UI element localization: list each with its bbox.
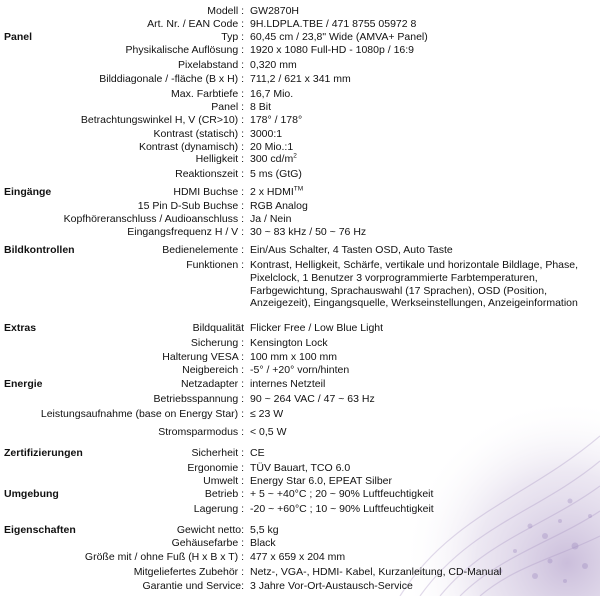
spec-label: Helligkeit : — [195, 153, 244, 165]
spec-value-text: Kensington Lock — [250, 337, 328, 349]
spec-value-text: GW2870H — [250, 5, 300, 17]
spec-value-text: 0,320 mm — [250, 59, 297, 71]
spec-value — [250, 462, 350, 475]
spec-value — [250, 5, 299, 18]
spec-value-text: 60,45 cm / 23,8" Wide (AMVA+ Panel) — [250, 31, 428, 43]
spec-value-text: 20 Mio.:1 — [250, 141, 294, 153]
spec-value-text: 2 x HDMI — [250, 186, 294, 198]
spec-label: Gewicht netto: — [176, 524, 244, 536]
spec-value-text: ≤ 23 W — [250, 408, 284, 420]
spec-label: Betrachtungswinkel H, V (CR>10) : — [80, 114, 244, 126]
section-heading: Eigenschaften — [4, 524, 76, 536]
spec-value — [250, 426, 286, 439]
spec-label: Netzadapter : — [180, 378, 244, 390]
spec-label: Panel : — [211, 101, 244, 113]
spec-value — [250, 200, 308, 213]
spec-value-text: + 5 ~ +40°C ; 20 ~ 90% Luftfeuchtigkeit — [250, 488, 434, 500]
spec-value — [250, 551, 345, 564]
spec-value-text: Anzeigezeit), Eingangsquelle, Werkseinstellungen, Anzeigeinformation — [250, 297, 578, 309]
spec-label: Garantie und Service: — [142, 580, 244, 592]
spec-value-text: 5 ms (GtG) — [250, 168, 302, 180]
spec-value-text: Pixelclock, 1 Benutzer 3 vorprogrammierte Farbtemperaturen, — [250, 272, 538, 284]
spec-value-text: 711,2 / 621 x 341 mm — [250, 73, 351, 85]
section-heading: Zertifizierungen — [4, 447, 83, 459]
spec-value-text: 16,7 Mio. — [250, 88, 294, 100]
spec-label: Reaktionszeit : — [175, 168, 244, 180]
spec-label: Ergonomie : — [187, 462, 244, 474]
spec-label: Mitgeliefertes Zubehör : — [133, 566, 244, 578]
spec-value-text: 3000:1 — [250, 128, 283, 140]
spec-label: Betrieb : — [204, 488, 244, 500]
spec-value — [250, 447, 265, 460]
spec-value-text: 8 Bit — [250, 101, 272, 113]
spec-value — [250, 44, 414, 57]
spec-label: HDMI Buchse : — [173, 186, 244, 198]
spec-label: Gehäusefarbe : — [171, 537, 244, 549]
spec-label: Stromsparmodus : — [158, 426, 244, 438]
spec-label: Umwelt : — [203, 475, 244, 487]
spec-value — [250, 73, 351, 86]
section-heading: Bildkontrollen — [4, 244, 75, 256]
spec-value-text: 300 cd/m — [250, 153, 294, 165]
spec-value — [250, 31, 428, 44]
section-heading: Extras — [4, 322, 37, 334]
spec-label: Größe mit / ohne Fuß (H x B x T) : — [84, 551, 244, 563]
spec-value-text: Farbgewichtung, Sprachauswahl (17 Sprachen), OSD (Position, — [250, 285, 548, 297]
spec-value — [250, 168, 302, 181]
spec-value-text: 90 ~ 264 VAC / 47 ~ 63 Hz — [250, 393, 375, 405]
spec-value — [250, 408, 283, 421]
spec-label: Bedienelemente : — [162, 244, 244, 256]
spec-label: Betriebsspannung : — [153, 393, 244, 405]
spec-value-text: Ein/Aus Schalter, 4 Tasten OSD, Auto Taste — [250, 244, 453, 256]
spec-label: Bildqualität — [192, 322, 244, 334]
spec-value — [250, 566, 502, 579]
spec-value — [250, 580, 413, 593]
spec-label: Art. Nr. / EAN Code : — [147, 18, 244, 30]
spec-label: Kopfhöreranschluss / Audioanschluss : — [63, 213, 244, 225]
spec-value-text: RGB Analog — [250, 200, 308, 212]
spec-value — [250, 59, 297, 72]
spec-value-text: Black — [250, 537, 276, 549]
spec-value — [250, 475, 392, 488]
spec-label: Neigbereich : — [182, 364, 244, 376]
spec-value — [250, 186, 303, 199]
spec-value-text: -20 ~ +60°C ; 10 ~ 90% Luftfeuchtigkeit — [250, 503, 434, 515]
spec-label: Leistungsaufnahme (base on Energy Star) : — [40, 408, 244, 420]
spec-value-superscript: TM — [293, 185, 304, 193]
section-heading: Eingänge — [4, 186, 52, 198]
spec-value — [250, 537, 276, 550]
spec-value — [250, 153, 297, 166]
spec-value-text: 477 x 659 x 204 mm — [250, 551, 346, 563]
spec-value-text: 5,5 kg — [250, 524, 279, 536]
spec-value — [250, 524, 279, 537]
spec-value — [250, 226, 366, 239]
spec-value — [250, 378, 325, 391]
spec-label: Typ : — [221, 31, 244, 43]
spec-value — [250, 259, 578, 272]
spec-label: Physikalische Auflösung : — [125, 44, 244, 56]
spec-value — [250, 351, 337, 364]
spec-label: Kontrast (statisch) : — [153, 128, 244, 140]
section-heading: Energie — [4, 378, 43, 390]
spec-value-text: Energy Star 6.0, EPEAT Silber — [250, 475, 393, 487]
spec-value — [250, 364, 349, 377]
spec-value — [250, 128, 282, 141]
spec-label: Sicherheit : — [191, 447, 244, 459]
spec-label: Lagerung : — [193, 503, 244, 515]
spec-label: Modell : — [207, 5, 244, 17]
spec-value-text: 9H.LDPLA.TBE / 471 8755 05972 8 — [250, 18, 417, 30]
spec-value-text: Ja / Nein — [250, 213, 292, 225]
spec-value — [250, 114, 302, 127]
spec-value — [250, 244, 453, 257]
section-heading: Panel — [4, 31, 33, 43]
spec-value — [250, 272, 538, 285]
spec-value — [250, 88, 293, 101]
spec-value — [250, 101, 271, 114]
spec-value-text: 100 mm x 100 mm — [250, 351, 337, 363]
spec-value — [250, 488, 433, 501]
spec-label: Kontrast (dynamisch) : — [138, 141, 244, 153]
spec-label: Halterung VESA : — [162, 351, 244, 363]
spec-value-text: 3 Jahre Vor-Ort-Austausch-Service — [250, 580, 413, 592]
spec-label: Pixelabstand : — [178, 59, 244, 71]
spec-value — [250, 337, 328, 350]
section-heading: Umgebung — [4, 488, 59, 500]
spec-value-text: internes Netzteil — [250, 378, 326, 390]
spec-label: Funktionen : — [186, 259, 244, 271]
spec-value — [250, 322, 383, 335]
spec-value — [250, 393, 375, 406]
spec-label: Max. Farbtiefe : — [171, 88, 244, 100]
spec-value-text: Kontrast, Helligkeit, Schärfe, vertikale und horizontale Bildlage, Phase, — [250, 259, 579, 271]
spec-value-text: 30 ~ 83 kHz / 50 ~ 76 Hz — [250, 226, 367, 238]
spec-value — [250, 18, 416, 31]
spec-value-text: Flicker Free / Low Blue Light — [250, 322, 384, 334]
spec-value-text: 178° / 178° — [250, 114, 303, 126]
spec-value-text: 1920 x 1080 Full-HD - 1080p / 16:9 — [250, 44, 415, 56]
spec-value-text: < 0,5 W — [250, 426, 287, 438]
spec-label: Sicherung : — [190, 337, 244, 349]
spec-value — [250, 297, 578, 310]
spec-value — [250, 503, 434, 516]
spec-label: 15 Pin D-Sub Buchse : — [137, 200, 244, 212]
spec-value-superscript: 2 — [293, 152, 297, 160]
spec-value-text: -5° / +20° vorn/hinten — [250, 364, 350, 376]
spec-label: Eingangsfrequenz H / V : — [127, 226, 244, 238]
spec-value-text: TÜV Bauart, TCO 6.0 — [250, 462, 351, 474]
spec-label: Bilddiagonale / -fläche (B x H) : — [99, 73, 244, 85]
spec-value-text: CE — [250, 447, 265, 459]
spec-value — [250, 213, 291, 226]
spec-value-text: Netz-, VGA-, HDMI- Kabel, Kurzanleitung, CD-Manual — [250, 566, 502, 578]
